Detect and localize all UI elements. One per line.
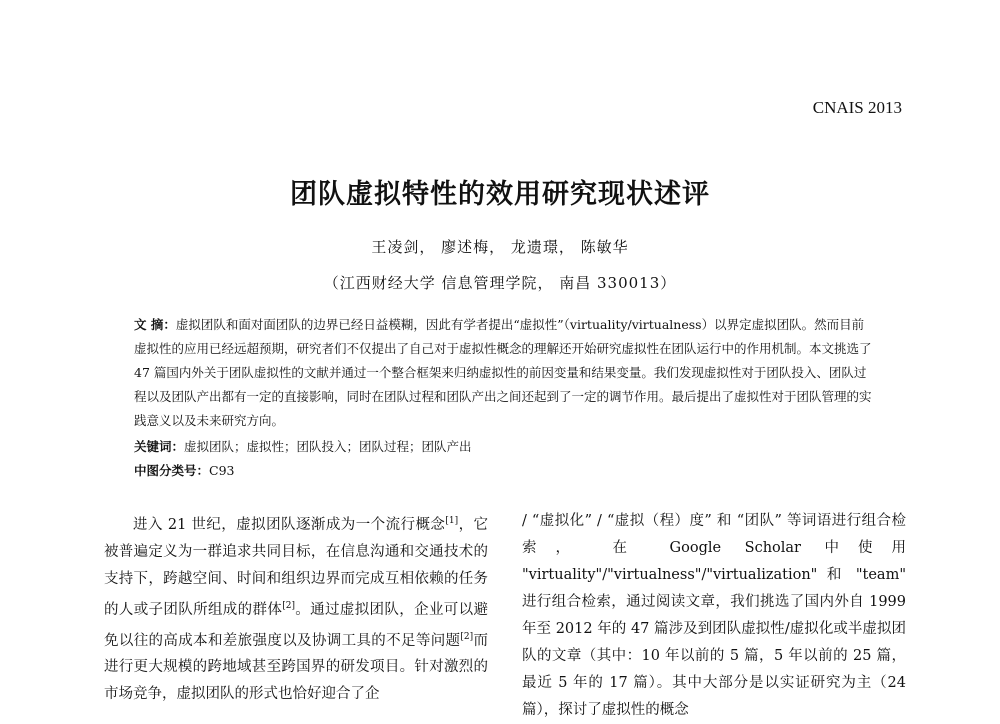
classification-text: C93: [209, 463, 235, 478]
body-left-text-3: 。通过虚拟团队，企业可以避免以往的高成本和差旅强度以及协调工具的不足等问题: [104, 601, 489, 649]
body-left-column: [104, 508, 488, 708]
classification-label: 中图分类号：: [134, 463, 210, 478]
conference-label: CNAIS 2013: [812, 98, 902, 117]
keywords-label: 关键词：: [134, 439, 185, 454]
body-left-text-2: ，它被普遍定义为一群追求共同目标，在信息沟通和交通技术的支持下，跨越空间、时间和组织边界而完成互相依赖的任务的人或子团队所组成的群体: [104, 516, 489, 618]
citation: [1]: [445, 516, 459, 526]
abstract: [134, 313, 874, 433]
affiliation: （江西财经大学 信息管理学院， 南昌 330013）: [323, 274, 677, 292]
body-right-text: / “虚拟化” / “虚拟（程）度” 和 “团队” 等词语进行组合检索， 在 Google Scholar 中使用 "virtuality"/"virtualness"/"virtualization" 和 "team" 进行组合检索，通过阅读文章，我们挑选了国内外自 1999 年至 2012 年的 47 篇涉及到团队虚拟性/虚拟化或半虚拟团队的文章（其中：10 年以前的 5 篇，5 年以前的 25 篇，最近 5 年的 17 篇）。其中大部分是以实证研究为主（24 篇），探讨了虚拟性的概念: [522, 513, 906, 718]
citation: [2]: [282, 600, 295, 611]
keywords: [134, 436, 874, 458]
abstract-text: 虚拟团队和面对面团队的边界已经日益模糊，因此有学者提出“虚拟性”（virtuality/virtualness）以界定虚拟团队。然而目前虚拟性的应用已经远超预期，研究者们不仅提出了自己对于虚拟性概念的理解还开始研究虚拟性在团队运行中的作用机制。本文挑选了 47 篇国内外关于团队虚拟性的文献并通过一个整合框架来归纳虚拟性的前因变量和结果变量。我们发现虚拟性对于团队投入、团队过程以及团队产出都有一定的直接影响，同时在团队过程和团队产出之间还起到了一定的调节作用。最后提出了虚拟性对于团队管理的实践意义以及未来研究方向。: [134, 317, 872, 428]
classification: [134, 460, 874, 482]
body-right-column: [522, 508, 906, 724]
body-left-text-4: 而进行更大规模的跨地域甚至跨国界的研发项目。针对激烈的市场竞争，虚拟团队的形式也恰好迎合了企: [104, 632, 489, 703]
abstract-label: 文 摘：: [134, 317, 176, 332]
body-left-text-1: 进入 21 世纪，虚拟团队逐渐成为一个流行概念: [133, 516, 446, 533]
keywords-text: 虚拟团队；虚拟性；团队投入；团队过程；团队产出: [184, 439, 472, 454]
author-list: 王凌剑， 廖述梅， 龙遗璟， 陈敏华: [371, 238, 629, 256]
citation: [2]: [460, 631, 474, 642]
paper-title: 团队虚拟特性的效用研究现状述评: [290, 179, 710, 210]
